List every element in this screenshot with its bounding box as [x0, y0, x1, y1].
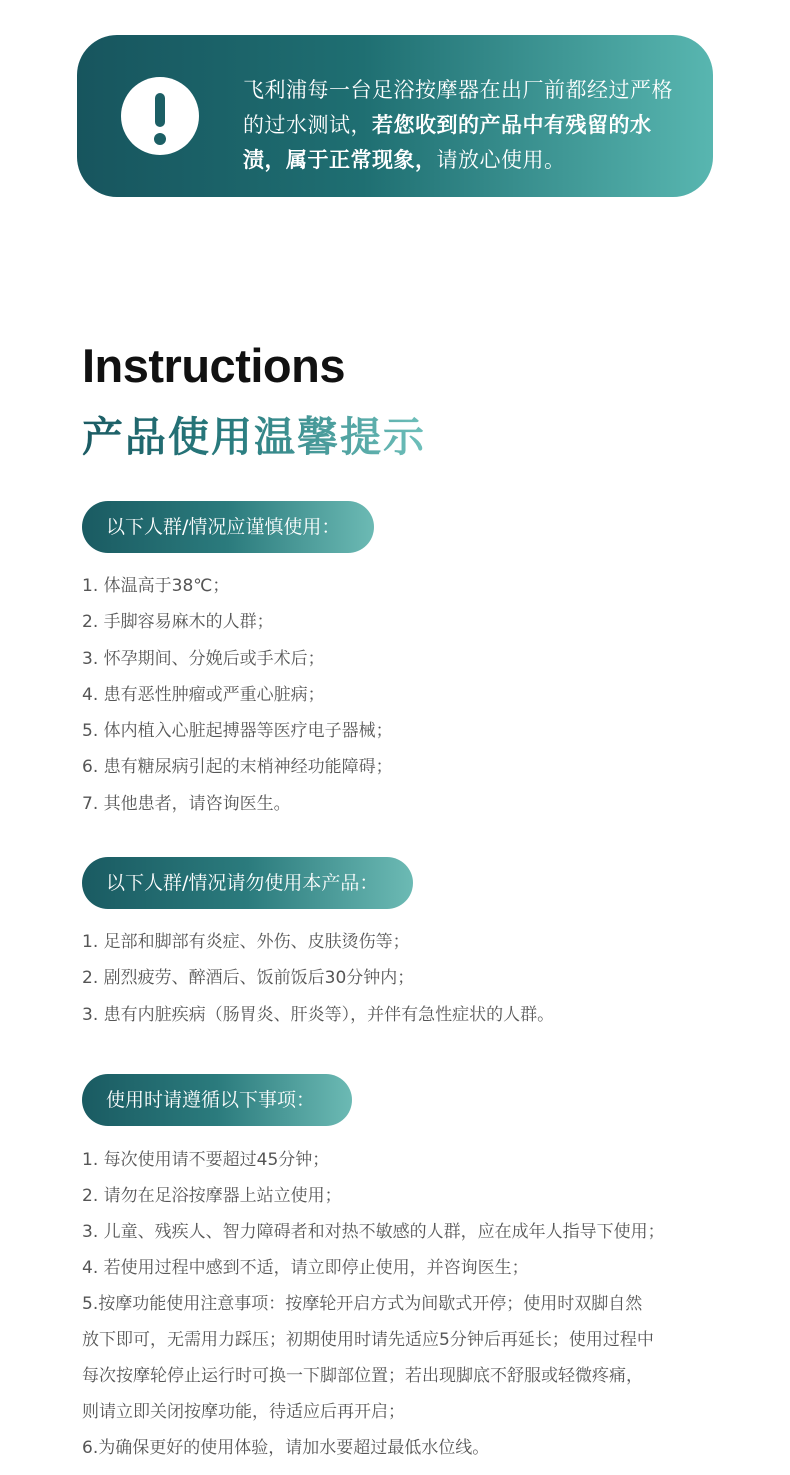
list-item: 1. 每次使用请不要超过45分钟； [82, 1150, 330, 1170]
list-item: 6. 患有糖尿病引起的末梢神经功能障碍； [82, 757, 393, 778]
caution-list [82, 568, 393, 822]
list-item: 6.为确保更好的使用体验，请加水要超过最低水位线。 [82, 1438, 490, 1458]
title-chinese: 产品使用温馨提示 [82, 404, 426, 463]
list-item: 1. 足部和脚部有炎症、外伤、皮肤烫伤等； [82, 932, 410, 952]
list-item: 2. 请勿在足浴按摩器上站立使用； [82, 1186, 342, 1206]
section-heading-prohibited: 以下人群/情况请勿使用本产品： [82, 857, 413, 909]
list-item: 3. 怀孕期间、分娩后或手术后； [82, 648, 325, 669]
list-item: 3. 患有内脏疾病（肠胃炎、肝炎等），并伴有急性症状的人群。 [82, 1004, 555, 1025]
usage-list [82, 1142, 665, 1466]
list-item: 4. 若使用过程中感到不适，请立即停止使用，并咨询医生； [82, 1258, 529, 1278]
list-item: 4. 患有恶性肿瘤或严重心脏病； [82, 684, 325, 705]
list-item: 每次按摩轮停止运行时可换一下脚部位置；若出现脚底不舒服或轻微疼痛， [82, 1366, 643, 1386]
section-heading-caution: 以下人群/情况应谨慎使用： [82, 501, 374, 553]
list-item: 3. 儿童、残疾人、智力障碍者和对热不敏感的人群，应在成年人指导下使用； [82, 1222, 665, 1242]
list-item: 放下即可，无需用力踩压；初期使用时请先适应5分钟后再延长；使用过程中 [82, 1330, 654, 1350]
exclamation-icon [121, 77, 199, 155]
list-item: 则请立即关闭按摩功能，待适应后再开启； [82, 1402, 405, 1422]
list-item: 5. 体内植入心脏起搏器等医疗电子器械； [82, 721, 393, 742]
prohibited-list [82, 924, 554, 1033]
notice-banner [77, 35, 713, 197]
list-item: 2. 手脚容易麻木的人群； [82, 612, 274, 633]
title-english: Instructions [82, 339, 345, 392]
list-item: 5.按摩功能使用注意事项：按摩轮开启方式为间歇式开停；使用时双脚自然 [82, 1294, 643, 1314]
list-item: 2. 剧烈疲劳、醉酒后、饭前饭后30分钟内； [82, 968, 415, 989]
notice-text: 飞利浦每一台足浴按摩器在出厂前都经过严格的过水测试，若您收到的产品中有残留的水渍，属于正常现象，请放心使用。 [243, 78, 673, 172]
list-item: 7. 其他患者，请咨询医生。 [82, 793, 291, 814]
section-heading-usage: 使用时请遵循以下事项： [82, 1074, 352, 1126]
list-item: 1. 体温高于38℃； [82, 576, 230, 596]
